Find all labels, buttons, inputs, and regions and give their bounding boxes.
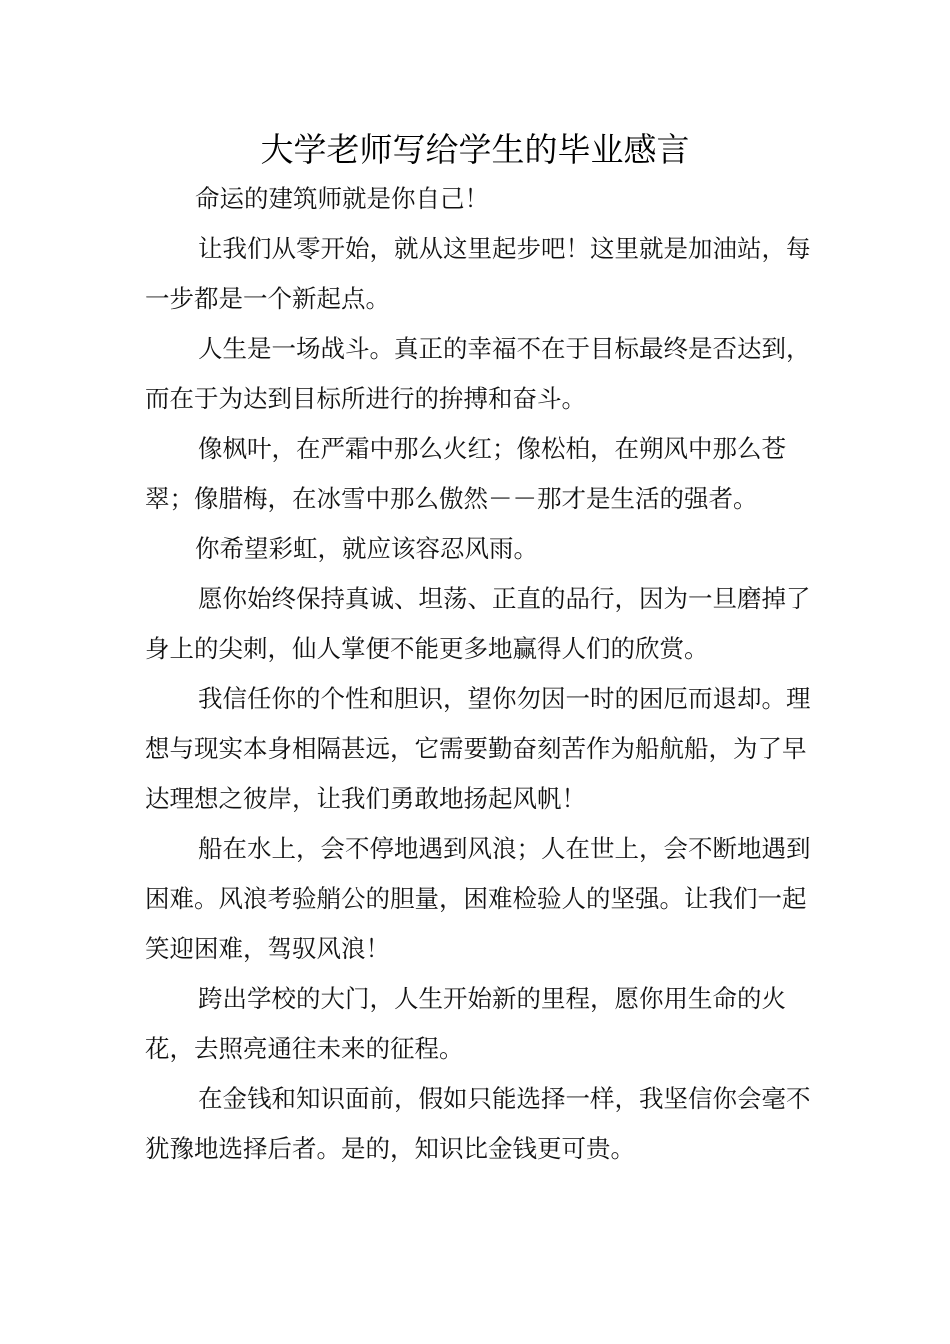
paragraph-8: 船在水上，会不停地遇到风浪；人在世上，会不断地遇到困难。风浪考验艄公的胆量，困难检验人的坚强。让我们一起笑迎困难，驾驭风浪！ (145, 834, 811, 963)
paragraph-5: 你希望彩虹，就应该容忍风雨。 (195, 534, 538, 563)
document-body (145, 174, 821, 1174)
paragraph-1: 命运的建筑师就是你自己！ (195, 184, 489, 213)
paragraph-10: 在金钱和知识面前，假如只能选择一样，我坚信你会毫不犹豫地选择后者。是的，知识比金钱更可贵。 (145, 1084, 811, 1163)
paragraph-4: 像枫叶，在严霜中那么火红；像松柏，在朔风中那么苍翠；像腊梅，在冰雪中那么傲然－－那才是生活的强者。 (145, 434, 786, 513)
paragraph-9: 跨出学校的大门，人生开始新的里程，愿你用生命的火花，去照亮通往未来的征程。 (145, 984, 786, 1063)
paragraph-2: 让我们从零开始，就从这里起步吧！这里就是加油站，每一步都是一个新起点。 (145, 234, 811, 313)
document-title: 大学老师写给学生的毕业感言 (260, 130, 690, 169)
paragraph-6: 愿你始终保持真诚、坦荡、正直的品行，因为一旦磨掉了身上的尖刺，仙人掌便不能更多地赢得人们的欣赏。 (145, 584, 811, 663)
paragraph-3: 人生是一场战斗。真正的幸福不在于目标最终是否达到，而在于为达到目标所进行的拚搏和奋斗。 (145, 334, 811, 413)
paragraph-7: 我信任你的个性和胆识，望你勿因一时的困厄而退却。理想与现实本身相隔甚远，它需要勤奋刻苦作为船航船，为了早达理想之彼岸，让我们勇敢地扬起风帆！ (145, 684, 811, 813)
